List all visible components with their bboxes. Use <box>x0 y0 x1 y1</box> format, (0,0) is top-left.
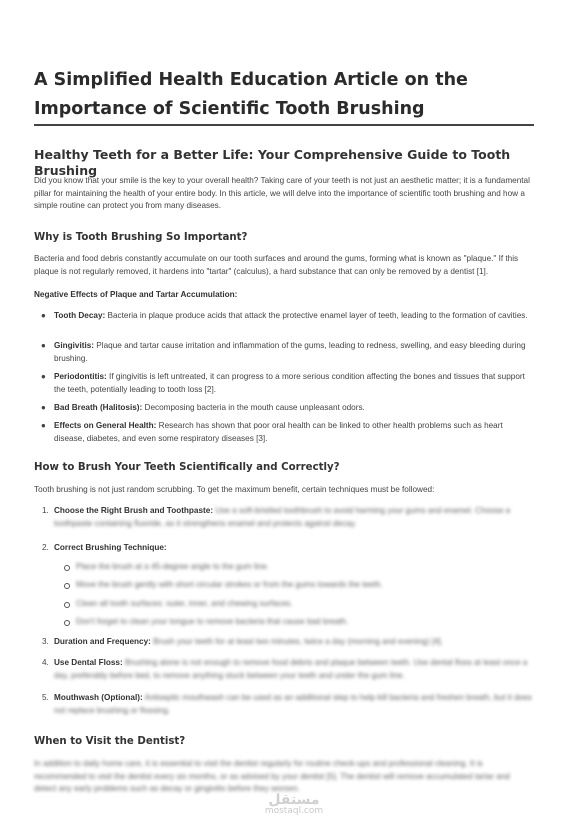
step-text: Brush your teeth for at least two minutes, twice a day (morning and evening) [4]. <box>150 637 444 646</box>
step-text: Antiseptic mouthwash can be used as an additional step to help kill bacteria and freshen breath, but it does not replace brushing or flossing. <box>54 693 532 715</box>
effect-text: Plaque and tartar cause irritation and inflammation of the gums, leading to redness, swelling, and easy bleeding during brushing. <box>54 341 526 363</box>
effects-heading: Negative Effects of Plaque and Tartar Accumulation: <box>34 290 238 299</box>
article-subtitle: Healthy Teeth for a Better Life: Your Comprehensive Guide to Tooth Brushing <box>34 147 511 178</box>
why-heading: Why is Tooth Brushing So Important? <box>34 232 248 243</box>
how-heading: How to Brush Your Teeth Scientifically and Correctly? <box>34 462 340 473</box>
effect-term: Bad Breath (Halitosis): <box>54 403 143 412</box>
bullet-icon: ● <box>41 311 46 320</box>
watermark-arabic: مستقل <box>268 792 320 808</box>
list-item <box>76 561 534 574</box>
effect-text: Decomposing bacteria in the mouth cause unpleasant odors. <box>142 403 365 412</box>
step-number: 1. <box>42 506 49 515</box>
step-term: Choose the Right Brush and Toothpaste: <box>54 506 214 515</box>
dentist-heading: When to Visit the Dentist? <box>34 736 186 747</box>
effect-term: Gingivitis: <box>54 341 95 350</box>
circle-bullet-icon <box>64 620 70 626</box>
why-paragraph: Bacteria and food debris constantly accumulate on our tooth surfaces and around the gums, forming what is known as "plaque." If this plaque is not regularly removed, it hardens into "tartar" (calculus), a hard substance that can only be removed by a dentist [1]. <box>34 254 519 276</box>
list-item <box>42 657 534 682</box>
step-text: Brushing alone is not enough to remove food debris and plaque between teeth. Use dental floss at least once a day, preferably before bed, to remove anything stuck between your teeth and under the gum line. <box>54 658 528 680</box>
bullet-icon: ● <box>41 421 46 430</box>
circle-bullet-icon <box>64 565 70 571</box>
list-item <box>76 579 534 592</box>
list-item <box>42 542 534 555</box>
technique-text: Clean all tooth surfaces: outer, inner, and chewing surfaces. <box>76 599 293 608</box>
step-number: 2. <box>42 543 49 552</box>
how-paragraph: Tooth brushing is not just random scrubbing. To get the maximum benefit, certain techniques must be followed: <box>34 485 435 494</box>
step-number: 4. <box>42 658 49 667</box>
bullet-icon: ● <box>41 341 46 350</box>
step-number: 5. <box>42 693 49 702</box>
list-item <box>41 310 534 323</box>
list-item <box>41 402 534 415</box>
circle-bullet-icon <box>64 602 70 608</box>
title-divider <box>34 124 534 126</box>
intro-paragraph: Did you know that your smile is the key to your overall health? Taking care of your teeth is not just an aesthetic matter; it is a fundamental pillar for maintaining the health of your entire body. In this article, we will delve into the importance of scientific tooth brushing and how a simple routine can protect you from many diseases. <box>34 176 530 210</box>
effect-term: Periodontitis: <box>54 372 107 381</box>
list-item <box>42 636 534 649</box>
list-item <box>42 692 534 717</box>
effect-text: Bacteria in plaque produce acids that attack the protective enamel layer of teeth, leading to the formation of cavities. <box>105 311 528 320</box>
bullet-icon: ● <box>41 372 46 381</box>
list-item <box>42 505 534 530</box>
effect-term: Tooth Decay: <box>54 311 106 320</box>
list-item <box>41 340 534 365</box>
circle-bullet-icon <box>64 583 70 589</box>
step-term: Use Dental Floss: <box>54 658 123 667</box>
bullet-icon: ● <box>41 403 46 412</box>
effect-text: If gingivitis is left untreated, it can progress to a more serious condition affecting the bones and tissues that support the teeth, potentially leading to tooth loss [2]. <box>54 372 525 394</box>
step-number: 3. <box>42 637 49 646</box>
watermark-url: mostaql.com <box>264 806 324 816</box>
article-title: A Simplified Health Education Article on the Importance of Scientific Tooth Brushing <box>34 70 468 119</box>
technique-text: Don't forget to clean your tongue to remove bacteria that cause bad breath. <box>76 617 349 626</box>
step-term: Mouthwash (Optional): <box>54 693 143 702</box>
effect-term: Effects on General Health: <box>54 421 157 430</box>
watermark-logo <box>254 792 334 816</box>
technique-text: Move the brush gently with short circular strokes or from the gums towards the teeth. <box>76 580 383 589</box>
technique-text: Place the brush at a 45-degree angle to the gum line. <box>76 562 269 571</box>
effect-text: Research has shown that poor oral health can be linked to other health problems such as heart disease, diabetes, and even some respiratory diseases [3]. <box>54 421 503 443</box>
list-item <box>41 420 534 445</box>
list-item <box>76 598 534 611</box>
list-item <box>41 371 534 396</box>
step-term: Duration and Frequency: <box>54 637 151 646</box>
dentist-paragraph: In addition to daily home care, it is essential to visit the dentist regularly for routine check-ups and professional cleaning. It is recommended to visit the dentist every six months, or as advised by your dentist [5]. The dentist will remove accumulated tartar and detect any early problems such as decay or gingivitis before they worsen. <box>34 759 510 793</box>
step-text: Use a soft-bristled toothbrush to avoid harming your gums and enamel. Choose a toothpaste containing fluoride, as it strengthens enamel and protects against decay. <box>54 506 511 528</box>
list-item <box>76 616 534 629</box>
step-term: Correct Brushing Technique: <box>54 543 167 552</box>
